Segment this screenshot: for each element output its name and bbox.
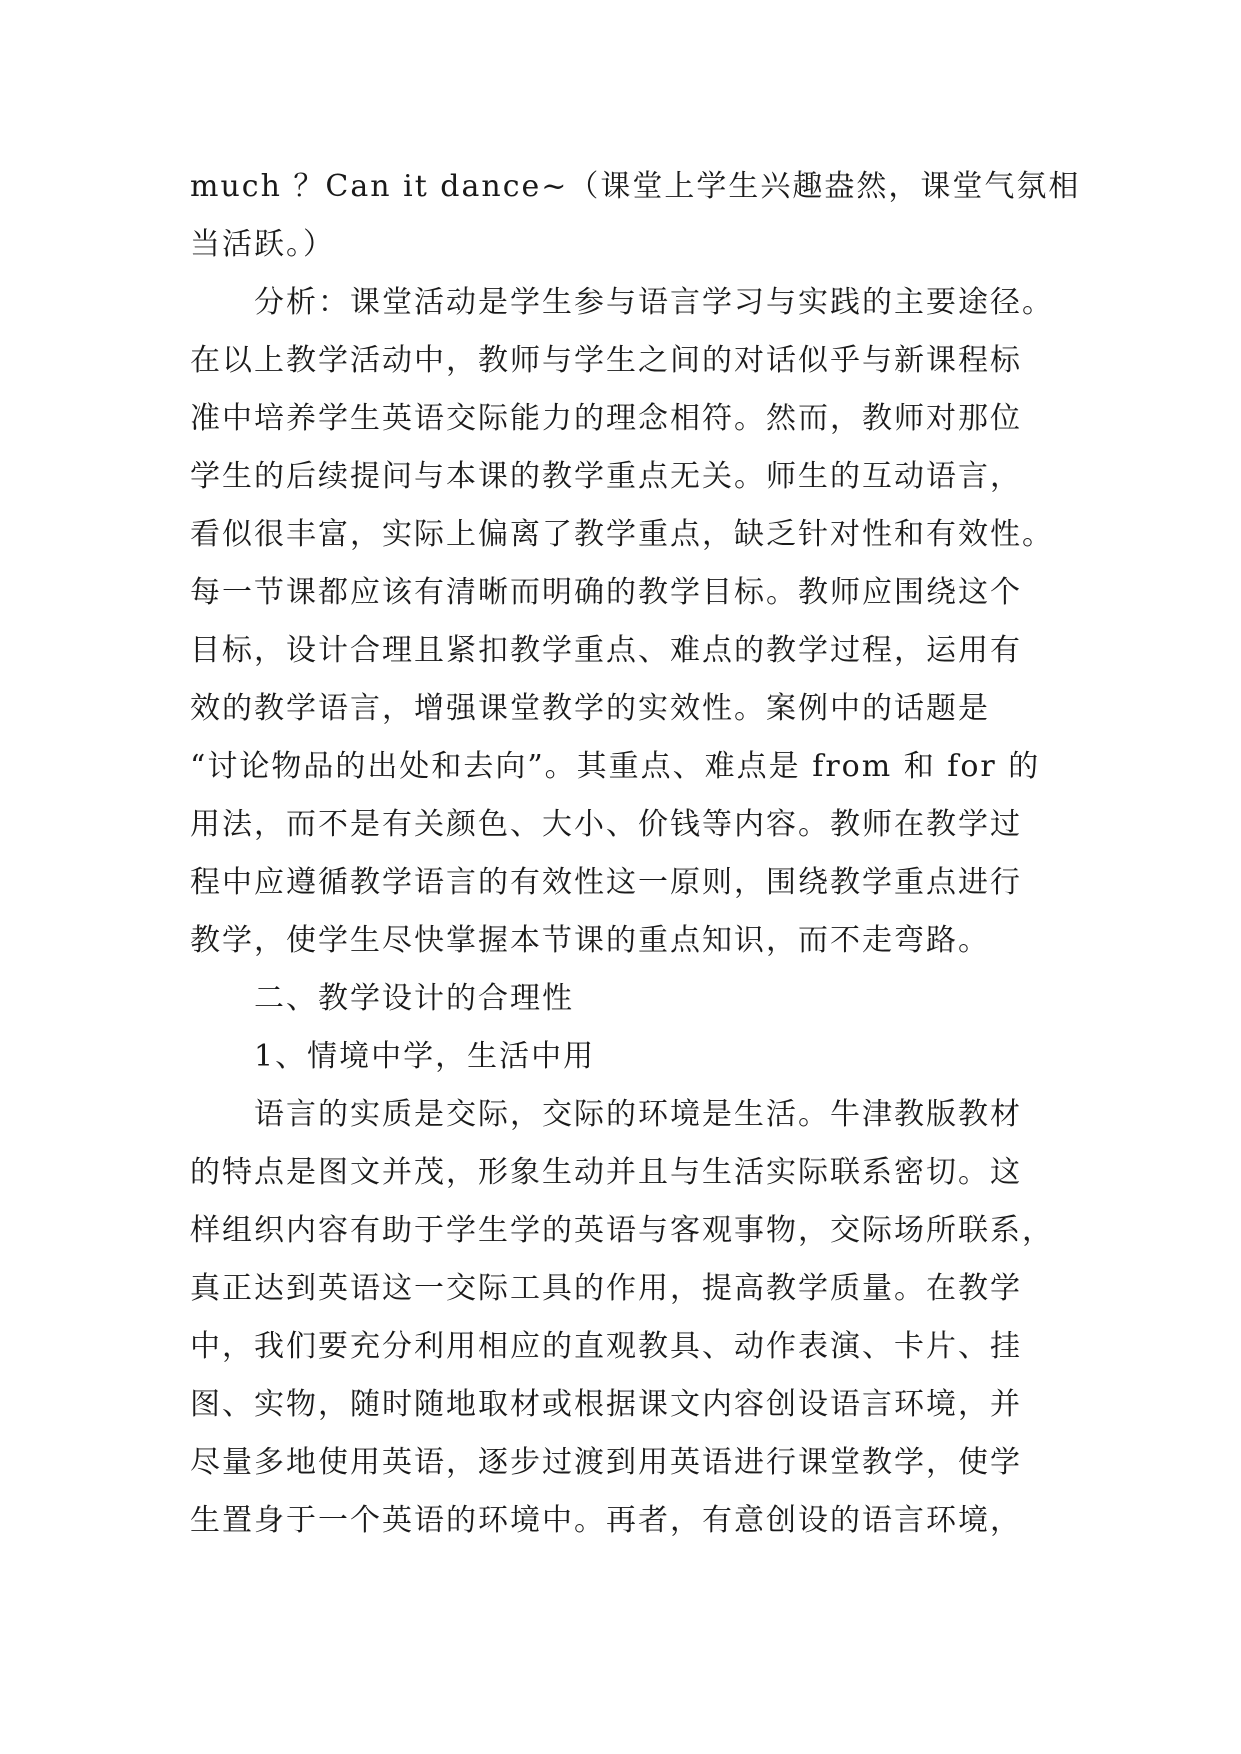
text-line: 看似很丰富，实际上偏离了教学重点，缺乏针对性和有效性。 <box>190 517 1054 552</box>
text-line: 程中应遵循教学语言的有效性这一原则，围绕教学重点进行 <box>190 865 1022 900</box>
text-line: 当活跃。） <box>190 227 335 262</box>
text-line: 的特点是图文并茂，形象生动并且与生活实际联系密切。这 <box>190 1155 1022 1190</box>
text-line: 在以上教学活动中，教师与学生之间的对话似乎与新课程标 <box>190 343 1022 378</box>
paragraph-start-line: 分析：课堂活动是学生参与语言学习与实践的主要途径。 <box>254 285 1054 320</box>
text-line: 真正达到英语这一交际工具的作用，提高教学质量。在教学 <box>190 1271 1022 1306</box>
text-line: 生置身于一个英语的环境中。再者，有意创设的语言环境， <box>190 1503 1022 1538</box>
text-line: 教学，使学生尽快掌握本节课的重点知识，而不走弯路。 <box>190 923 990 958</box>
text-line: 目标，设计合理且紧扣教学重点、难点的教学过程，运用有 <box>190 633 1022 668</box>
text-line: “讨论物品的出处和去向”。其重点、难点是 from 和 for 的 <box>190 749 1041 784</box>
subsection-heading: 1、情境中学，生活中用 <box>254 1039 596 1074</box>
text-line: 学生的后续提问与本课的教学重点无关。师生的互动语言， <box>190 459 1022 494</box>
text-line: 样组织内容有助于学生学的英语与客观事物，交际场所联系， <box>190 1213 1054 1248</box>
section-heading: 二、教学设计的合理性 <box>254 981 574 1016</box>
text-line: 每一节课都应该有清晰而明确的教学目标。教师应围绕这个 <box>190 575 1022 610</box>
document-body <box>190 158 1090 1550</box>
text-line: 中，我们要充分利用相应的直观教具、动作表演、卡片、挂 <box>190 1329 1022 1364</box>
text-line: 效的教学语言，增强课堂教学的实效性。案例中的话题是 <box>190 691 990 726</box>
paragraph-start-line: 语言的实质是交际，交际的环境是生活。牛津教版教材 <box>254 1097 1022 1132</box>
text-line: 用法，而不是有关颜色、大小、价钱等内容。教师在教学过 <box>190 807 1022 842</box>
text-line: 尽量多地使用英语，逐步过渡到用英语进行课堂教学，使学 <box>190 1445 1022 1480</box>
text-line: much ？Can it dance~（课堂上学生兴趣盎然，课堂气氛相 <box>190 169 1081 204</box>
text-line: 图、实物，随时随地取材或根据课文内容创设语言环境，并 <box>190 1387 1022 1422</box>
text-line: 准中培养学生英语交际能力的理念相符。然而，教师对那位 <box>190 401 1022 436</box>
